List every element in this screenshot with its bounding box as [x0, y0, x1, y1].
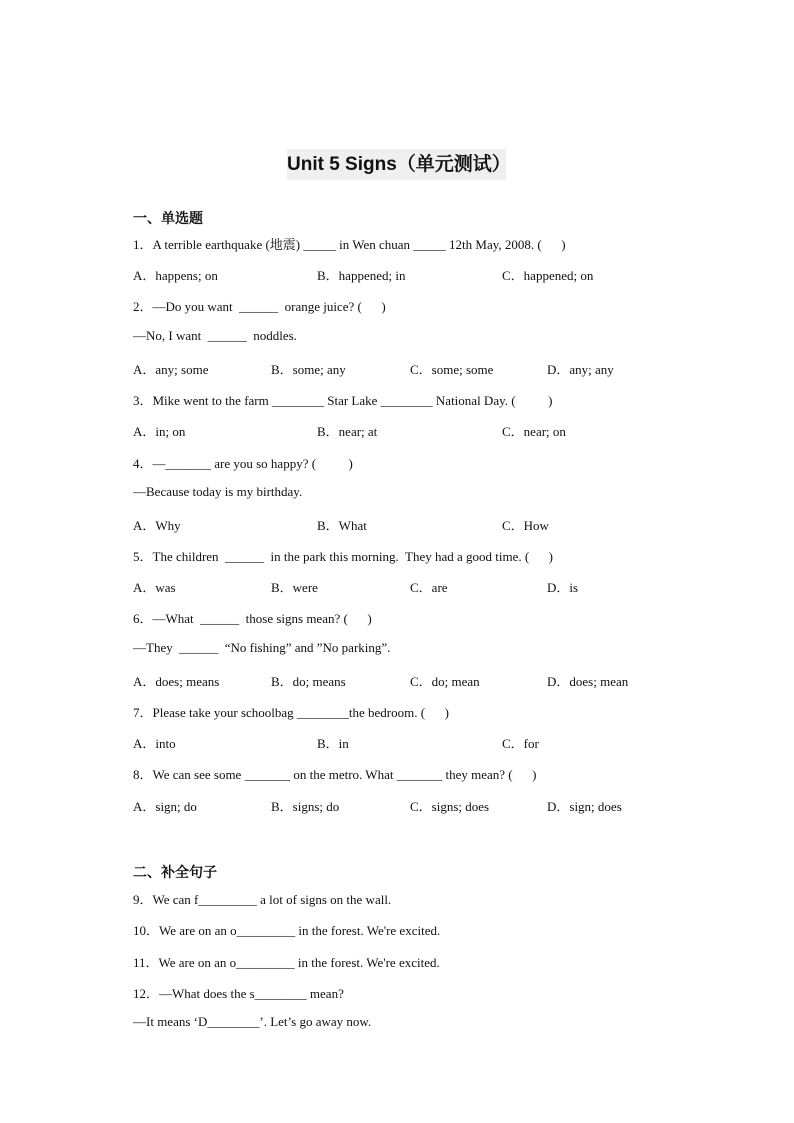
question-1-option-c: C．happened; on — [502, 268, 594, 283]
question-4-stem: 4．—_______ are you so happy? ( ) — [133, 456, 353, 471]
question-2-option-d: D．any; any — [547, 362, 614, 377]
question-8-option-c: C．signs; does — [410, 799, 490, 814]
question-8-option-a: A．sign; do — [133, 799, 197, 814]
question-4-option-a: A．Why — [133, 518, 181, 533]
question-4-option-b: B．What — [317, 518, 367, 533]
question-6-option-a: A．does; means — [133, 674, 220, 689]
question-2-option-a: A．any; some — [133, 362, 209, 377]
question-1-stem: 1．A terrible earthquake (地震) _____ in Wen chuan _____ 12th May, 2008. ( ) — [133, 237, 566, 252]
question-11-stem: 11．We are on an o_________ in the forest. We're excited. — [133, 955, 440, 970]
question-3-option-a: A．in; on — [133, 424, 186, 439]
question-8-option-b: B．signs; do — [271, 799, 340, 814]
question-3-option-b: B．near; at — [317, 424, 378, 439]
question-8-stem: 8．We can see some _______ on the metro. What _______ they mean? ( ) — [133, 767, 537, 782]
question-5-option-d: D．is — [547, 580, 579, 595]
question-8-option-d: D．sign; does — [547, 799, 622, 814]
question-7-option-c: C．for — [502, 736, 539, 751]
section-heading-complete-sentences: 二、补全句子 — [133, 864, 217, 880]
question-5-option-a: A．was — [133, 580, 176, 595]
question-9-stem: 9．We can f_________ a lot of signs on the wall. — [133, 892, 392, 907]
page-title: Unit 5 Signs（单元测试） — [287, 149, 506, 180]
question-7-option-b: B．in — [317, 736, 349, 751]
question-4-option-c: C．How — [502, 518, 549, 533]
question-3-option-c: C．near; on — [502, 424, 566, 439]
question-10-stem: 10．We are on an o_________ in the forest. We're excited. — [133, 923, 441, 938]
question-1-option-a: A．happens; on — [133, 268, 218, 283]
question-12-reply: —It means ‘D________’. Let’s go away now. — [133, 1014, 372, 1029]
question-6-stem: 6．—What ______ those signs mean? ( ) — [133, 611, 372, 626]
question-6-reply: —They ______ “No fishing” and ”No parking”. — [133, 640, 391, 655]
question-7-option-a: A．into — [133, 736, 176, 751]
question-3-stem: 3．Mike went to the farm ________ Star Lake ________ National Day. ( ) — [133, 393, 553, 408]
question-5-option-c: C．are — [410, 580, 448, 595]
question-6-option-c: C．do; mean — [410, 674, 480, 689]
question-5-option-b: B．were — [271, 580, 318, 595]
question-2-reply: —No, I want ______ noddles. — [133, 328, 297, 343]
question-7-stem: 7．Please take your schoolbag ________the bedroom. ( ) — [133, 705, 449, 720]
question-5-stem: 5．The children ______ in the park this morning. They had a good time. ( ) — [133, 549, 554, 564]
question-4-reply: —Because today is my birthday. — [133, 484, 303, 499]
question-1-option-b: B．happened; in — [317, 268, 406, 283]
question-6-option-d: D．does; mean — [547, 674, 629, 689]
question-6-option-b: B．do; means — [271, 674, 346, 689]
question-2-stem: 2．—Do you want ______ orange juice? ( ) — [133, 299, 386, 314]
question-12-stem: 12．—What does the s________ mean? — [133, 986, 344, 1001]
question-2-option-c: C．some; some — [410, 362, 494, 377]
question-2-option-b: B．some; any — [271, 362, 346, 377]
section-heading-single-choice: 一、单选题 — [133, 210, 203, 226]
